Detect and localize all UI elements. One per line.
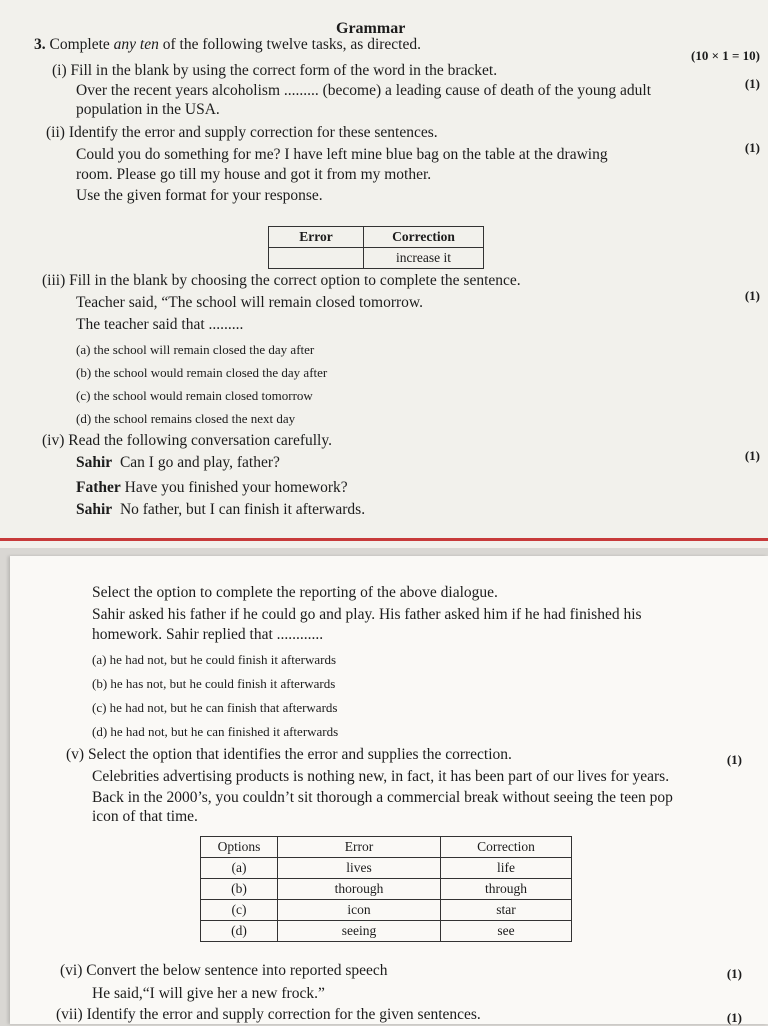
item-v-line1: Celebrities advertising products is nothing new, in fact, it has been part of our lives for years. xyxy=(92,768,670,785)
item-iv-text: Read the following conversation carefully. xyxy=(68,432,332,449)
instruction-suffix: of the following twelve tasks, as directed. xyxy=(158,36,421,53)
correction-cell: through xyxy=(441,879,572,900)
error-cell xyxy=(269,248,364,269)
item-v-marks: (1) xyxy=(726,752,742,767)
item-ii-line1: Could you do something for me? I have left mine blue bag on the table at the drawing xyxy=(76,146,608,163)
item-v-options-table xyxy=(200,836,572,942)
speaker: Father xyxy=(76,479,121,496)
item-ii-text: Identify the error and supply correction for these sentences. xyxy=(68,124,438,141)
speaker: Sahir xyxy=(76,454,113,471)
error-cell: thorough xyxy=(278,879,441,900)
item-v-number: (v) xyxy=(66,746,85,763)
item-iii-prompt xyxy=(42,272,521,290)
item-ii-line2: room. Please go till my house and got it from my mother. xyxy=(76,166,432,183)
section-title: Grammar xyxy=(336,20,406,37)
instruction-emphasis: any ten xyxy=(113,36,159,53)
item-vi-marks: (1) xyxy=(726,966,742,981)
item-iv-option-a: (a) he had not, but he could finish it afterwards xyxy=(92,652,337,667)
item-vii-marks: (1) xyxy=(726,1010,742,1025)
item-ii-response-table xyxy=(268,226,484,269)
table-header-row xyxy=(201,837,572,858)
error-cell: icon xyxy=(278,900,441,921)
options-header: Options xyxy=(201,837,278,858)
item-v-line3: icon of that time. xyxy=(92,808,198,825)
table-row xyxy=(201,858,572,879)
option-cell: (c) xyxy=(201,900,278,921)
item-vii-prompt xyxy=(56,1006,481,1024)
total-marks: (10 × 1 = 10) xyxy=(691,48,760,63)
item-vii-text: Identify the error and supply correction for the given sentences. xyxy=(86,1006,481,1023)
item-iv-marks: (1) xyxy=(744,448,760,463)
lower-page xyxy=(10,556,768,1024)
item-iii-option-c: (c) the school would remain closed tomorrow xyxy=(76,388,313,403)
table-row xyxy=(201,900,572,921)
item-v-text: Select the option that identifies the error and supplies the correction. xyxy=(87,746,512,763)
item-iv-option-d: (d) he had not, but he can finished it afterwards xyxy=(92,724,339,739)
item-iv-option-b: (b) he has not, but he could finish it afterwards xyxy=(92,676,336,691)
correction-cell: life xyxy=(441,858,572,879)
item-iii-option-a: (a) the school will remain closed the day after xyxy=(76,342,315,357)
item-iv-report-line2: homework. Sahir replied that ............ xyxy=(92,626,324,643)
table-row xyxy=(201,879,572,900)
item-iv-prompt xyxy=(42,432,332,450)
utterance: Can I go and play, father? xyxy=(119,454,280,471)
dialogue-line-2 xyxy=(76,479,348,497)
item-iii-option-b: (b) the school would remain closed the day after xyxy=(76,365,328,380)
item-iii-line1: Teacher said, “The school will remain closed tomorrow. xyxy=(76,294,423,311)
correction-cell: increase it xyxy=(364,248,484,269)
item-vi-prompt xyxy=(60,962,388,980)
item-i-number: (i) xyxy=(52,62,67,79)
page-divider-line xyxy=(0,538,768,541)
item-v-line2: Back in the 2000’s, you couldn’t sit thorough a commercial break without seeing the teen pop xyxy=(92,789,673,806)
error-cell: lives xyxy=(278,858,441,879)
question-3-instruction xyxy=(34,36,421,54)
item-i-marks: (1) xyxy=(744,76,760,91)
question-number: 3. xyxy=(34,36,46,53)
item-iv-number: (iv) xyxy=(42,432,65,449)
item-vii-number: (vii) xyxy=(56,1006,83,1023)
table-row xyxy=(201,921,572,942)
utterance: Have you finished your homework? xyxy=(124,479,348,496)
item-i-prompt xyxy=(52,62,497,80)
option-cell: (b) xyxy=(201,879,278,900)
item-ii-number: (ii) xyxy=(46,124,65,141)
item-v-prompt xyxy=(66,746,512,764)
item-i-line1: Over the recent years alcoholism ......... (become) a leading cause of death of the young adult xyxy=(76,82,652,99)
item-iii-number: (iii) xyxy=(42,272,66,289)
item-vi-text: Convert the below sentence into reported speech xyxy=(86,962,388,979)
correction-header: Correction xyxy=(364,227,484,248)
correction-header: Correction xyxy=(441,837,572,858)
item-i-line2: population in the USA. xyxy=(76,101,220,118)
item-iv-report-line1: Sahir asked his father if he could go and play. His father asked him if he had finished his xyxy=(92,606,642,623)
error-header: Error xyxy=(269,227,364,248)
error-cell: seeing xyxy=(278,921,441,942)
item-iii-option-d: (d) the school remains closed the next day xyxy=(76,411,296,426)
item-ii-line3: Use the given format for your response. xyxy=(76,187,323,204)
item-iv-option-c: (c) he had not, but he can finish that afterwards xyxy=(92,700,338,715)
correction-cell: star xyxy=(441,900,572,921)
item-vi-number: (vi) xyxy=(60,962,83,979)
item-vi-line1: He said,“I will give her a new frock.” xyxy=(92,985,325,1002)
dialogue-line-1 xyxy=(76,454,280,472)
speaker: Sahir xyxy=(76,501,113,518)
option-cell: (d) xyxy=(201,921,278,942)
item-iii-line2: The teacher said that ......... xyxy=(76,316,244,333)
item-iv-select-line: Select the option to complete the reporting of the above dialogue. xyxy=(92,584,498,601)
instruction-prefix: Complete xyxy=(49,36,114,53)
correction-cell: see xyxy=(441,921,572,942)
error-header: Error xyxy=(278,837,441,858)
dialogue-line-3 xyxy=(76,501,365,519)
item-i-text: Fill in the blank by using the correct form of the word in the bracket. xyxy=(70,62,498,79)
option-cell: (a) xyxy=(201,858,278,879)
item-ii-marks: (1) xyxy=(744,140,760,155)
item-ii-prompt xyxy=(46,124,438,142)
item-iii-marks: (1) xyxy=(744,288,760,303)
item-iii-text: Fill in the blank by choosing the correct option to complete the sentence. xyxy=(69,272,521,289)
utterance: No father, but I can finish it afterwards. xyxy=(119,501,366,518)
